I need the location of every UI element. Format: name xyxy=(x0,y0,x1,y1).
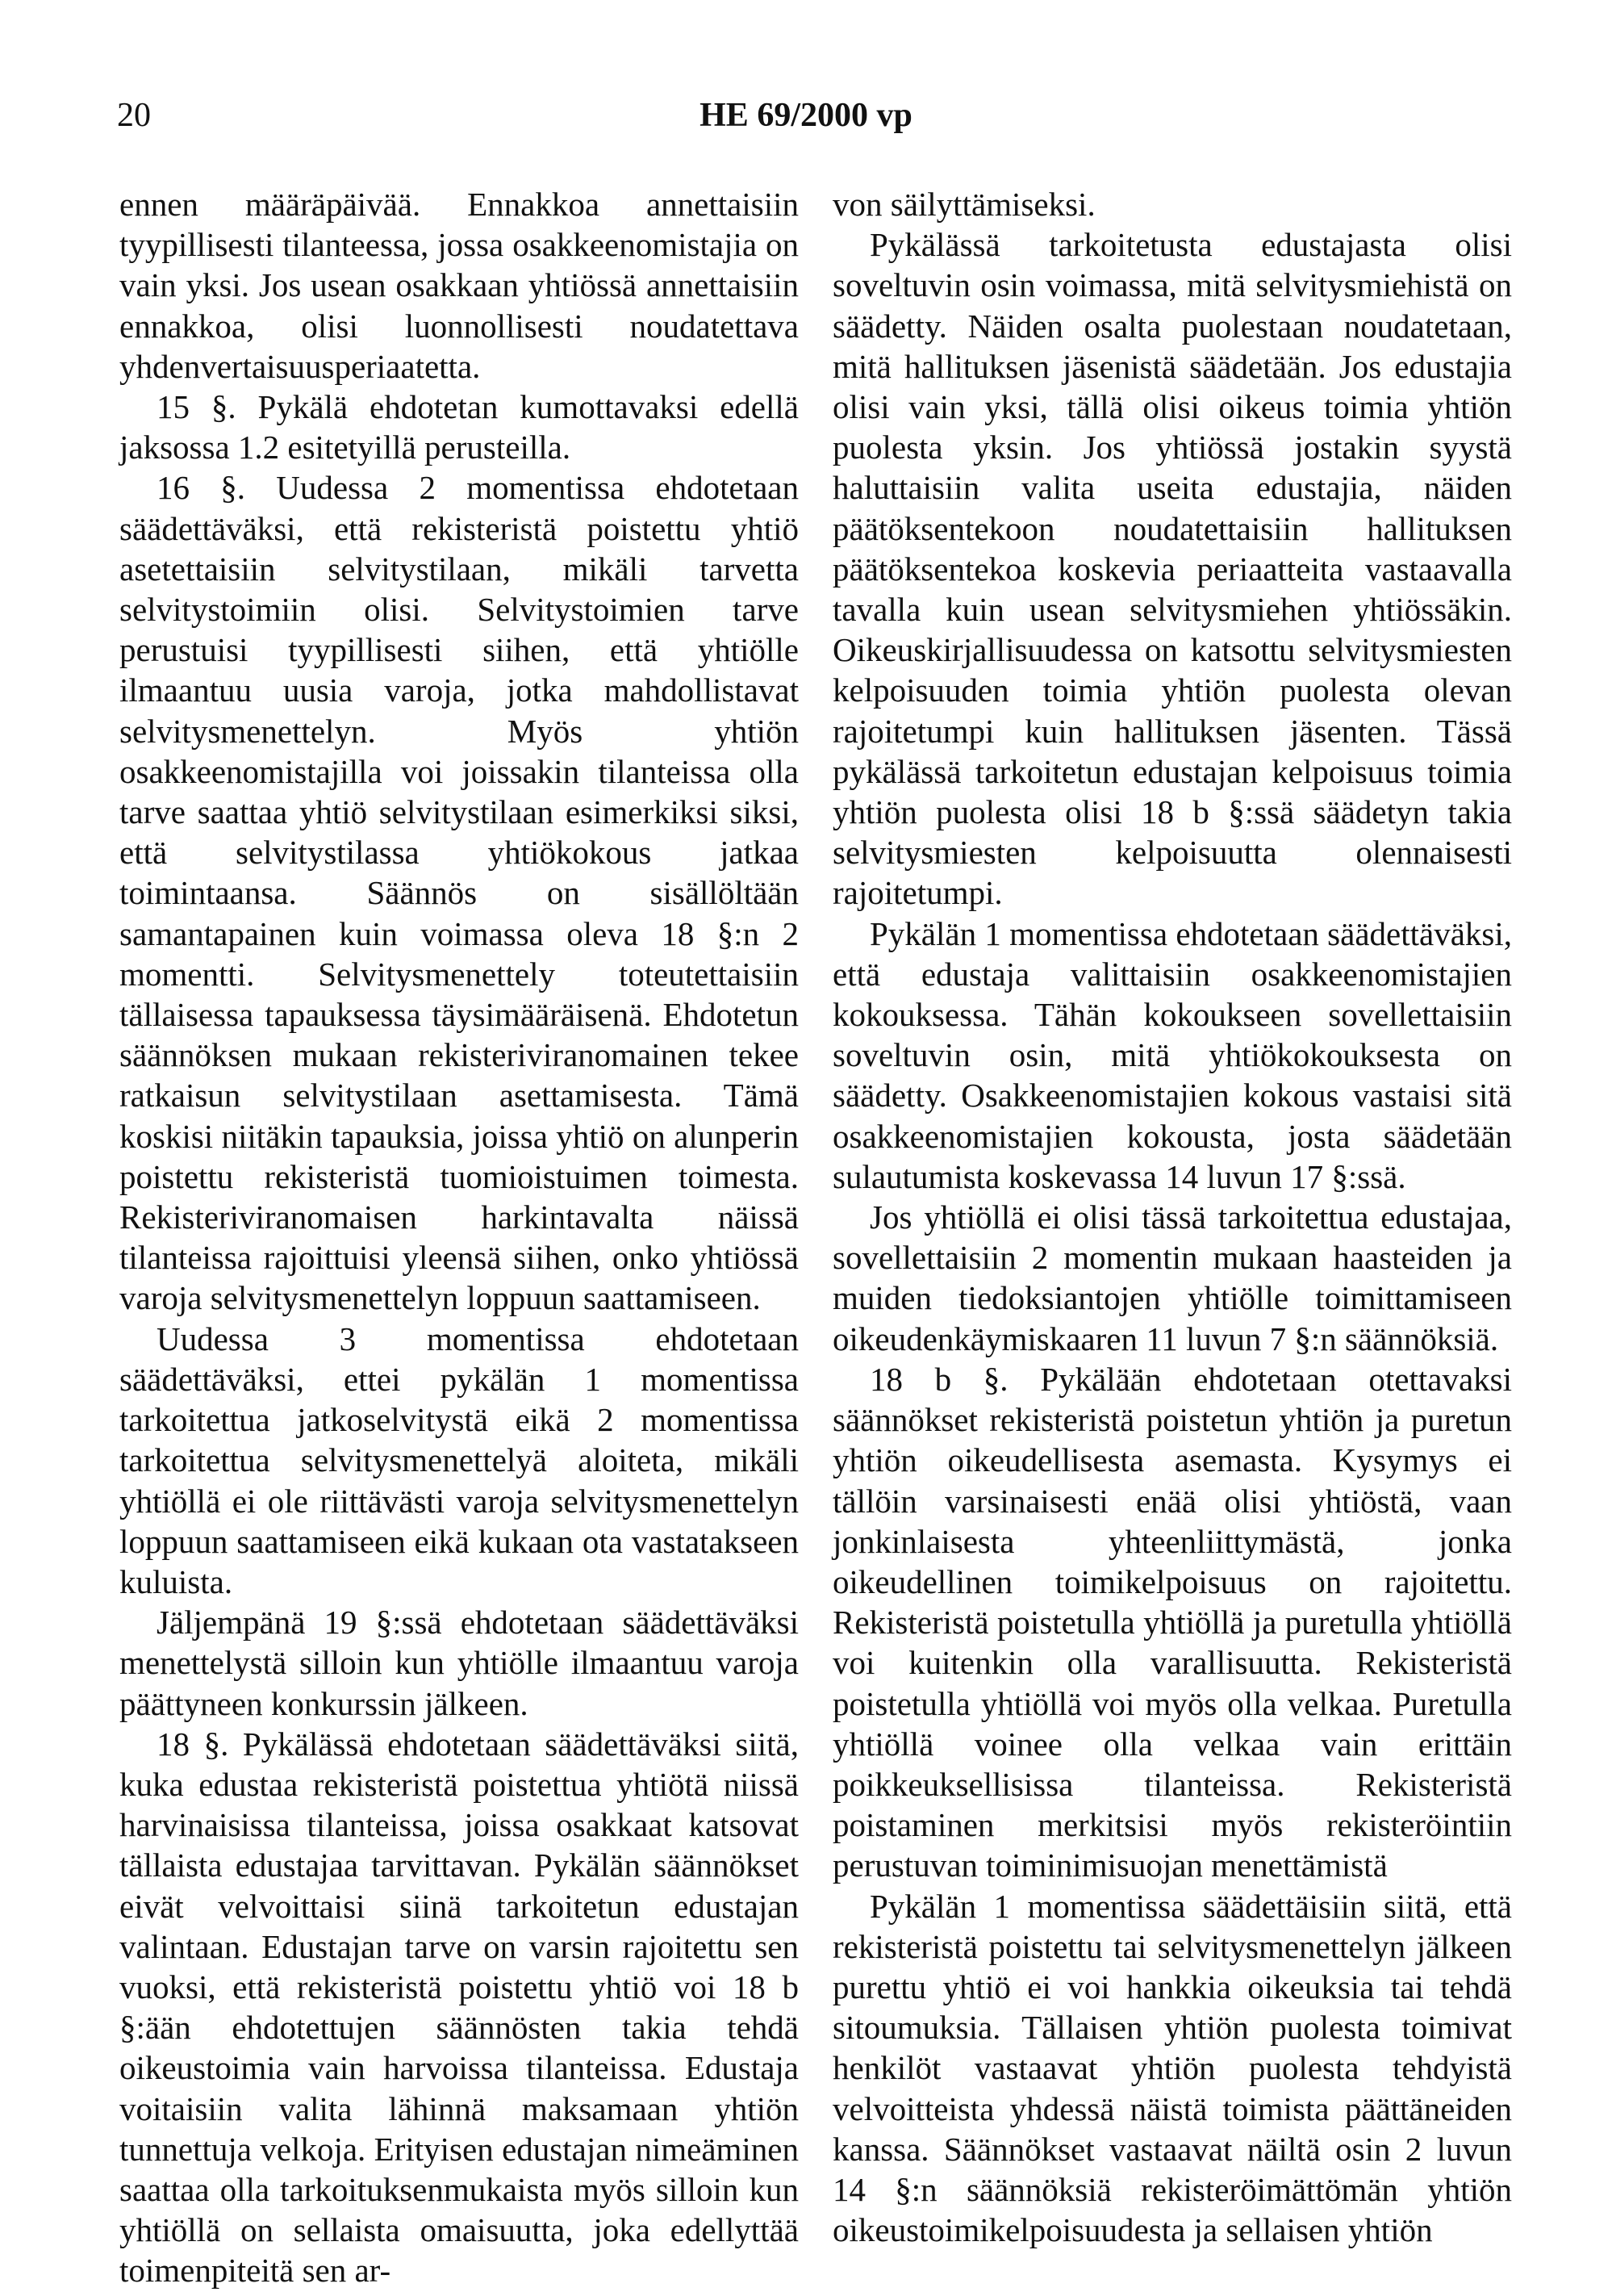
page-number: 20 xyxy=(117,97,151,134)
paragraph: von säilyttämiseksi. xyxy=(833,186,1096,223)
paragraph: 18 §. Pykälässä ehdotetaan säädettäväksi siitä, kuka edustaa rekisteristä poistettua yhtiötä niissä harvinaisissa tilanteissa, joissa osakkaat katsovat tällaista edustajaa tarvittavan. Pykälän säännökset eivät velvoittaisi siinä tarkoitetun edustajan valintaan. Edustajan tarve on varsin rajoitettu sen vuoksi, että rekisteristä poistettu yhtiö voi 18 b §:ään ehdotettujen säännösten takia tehdä oikeustoimia vain harvoissa tilanteissa. Edustaja voitaisiin valita lähinnä maksamaan yhtiön tunnettuja velkoja. Erityisen edustajan nimeäminen saattaa olla tarkoituksenmukaista myös silloin kun yhtiöllä on sellaista omaisuutta, joka edellyttää toimenpiteitä sen ar- xyxy=(119,1725,799,2290)
paragraph: Pykälässä tarkoitetusta edustajasta olisi soveltuvin osin voimassa, mitä selvitysmiehistä on säädetty. Näiden osalta puolestaan noudatetaan, mitä hallituksen jäsenistä säädetään. Jos edustajia olisi vain yksi, tällä olisi oikeus toimia yhtiön puolesta yksin. Jos yhtiössä jostakin syystä haluttaisiin valita useita edustajia, näiden päätöksentekoon noudatettaisiin hallituksen päätöksentekoa koskevia periaatteita vastaavalla tavalla kuin usean selvitysmiehen yhtiössäkin. Oikeuskirjallisuudessa on katsottu selvitysmiesten kelpoisuuden toimia yhtiön puolesta olevan rajoitetumpi kuin hallituksen jäsenten. Tässä pykälässä tarkoitetun edustajan kelpoisuus toimia yhtiön puolesta olisi 18 b §:ssä säädetyn takia selvitysmiesten kelpoisuutta olennaisesti rajoitetumpi. xyxy=(833,226,1512,912)
paragraph: Pykälän 1 momentissa säädettäisiin siitä, että rekisteristä poistettu tai selvitysmenettelyn jälkeen purettu yhtiö ei voi hankkia oikeuksia tai tehdä sitoumuksia. Tällaisen yhtiön puolesta toimivat henkilöt vastaavat yhtiön puolesta tehdyistä velvoitteista yhdessä näistä toimista päättäneiden kanssa. Säännökset vastaavat näiltä osin 2 luvun 14 §:n säännöksiä rekisteröimättömän yhtiön oikeustoimikelpoisuudesta ja sellaisen yhtiön xyxy=(833,1887,1512,2249)
paragraph: 16 §. Uudessa 2 momentissa ehdotetaan säädettäväksi, että rekisteristä poistettu yhtiö asetettaisiin selvitystilaan, mikäli tarvetta selvitystoimiin olisi. Selvitystoimien tarve perustuisi tyypillisesti siihen, että yhtiölle ilmaantuu uusia varoja, jotka mahdollistavat selvitysmenettelyn. Myös yhtiön osakkeenomistajilla voi joissakin tilanteissa olla tarve saattaa yhtiö selvitystilaan esimerkiksi siksi, että selvitystilassa yhtiökokous jatkaa toimintaansa. Säännös on sisällöltään samantapainen kuin voimassa oleva 18 §:n 2 momentti. Selvitysmenettely toteutettaisiin tällaisessa tapauksessa täysimääräisenä. Ehdotetun säännöksen mukaan rekisteriviranomainen tekee ratkaisun selvitystilaan asettamisesta. Tämä koskisi niitäkin tapauksia, joissa yhtiö on alunperin poistettu rekisteristä tuomioistuimen toimesta. Rekisteriviranomaisen harkintavalta näissä tilanteissa rajoittuisi yleensä siihen, onko yhtiössä varoja selvitysmenettelyn loppuun saattamiseen. xyxy=(119,469,799,1317)
paragraph: Jäljempänä 19 §:ssä ehdotetaan säädettäväksi menettelystä silloin kun yhtiölle ilmaantuu varoja päättyneen konkurssin jälkeen. xyxy=(119,1604,799,1722)
paragraph: Uudessa 3 momentissa ehdotetaan säädettäväksi, ettei pykälän 1 momentissa tarkoitettua jatkoselvitystä eikä 2 momentissa tarkoitettua selvitysmenettelyä aloiteta, mikäli yhtiöllä ei ole riittävästi varoja selvitysmenettelyn loppuun saattamiseen eikä kukaan ota vastatakseen kuluista. xyxy=(119,1319,799,1600)
paragraph: 15 §. Pykälä ehdotetan kumottavaksi edellä jaksossa 1.2 esitetyillä perusteilla. xyxy=(119,388,799,466)
paragraph: Pykälän 1 momentissa ehdotetaan säädettäväksi, että edustaja valittaisiin osakkeenomistajien kokouksessa. Tähän kokoukseen sovellettaisiin soveltuvin osin, mitä yhtiökokouksesta on säädetty. Osakkeenomistajien kokous vastaisi sitä osakkeenomistajien kokousta, josta säädetään sulautumista koskevassa 14 luvun 17 §:ssä. xyxy=(833,914,1512,1195)
paragraph: ennen määräpäivää. Ennakkoa annettaisiin tyypillisesti tilanteessa, jossa osakkeenomistajia on vain yksi. Jos usean osakkaan yhtiössä annettaisiin ennakkoa, olisi luonnollisesti noudatettava yhdenvertaisuusperiaatetta. xyxy=(119,186,799,385)
document-id: HE 69/2000 vp xyxy=(700,97,912,134)
paragraph: Jos yhtiöllä ei olisi tässä tarkoitettua edustajaa, sovellettaisiin 2 momentin mukaan haasteiden ja muiden tiedoksiantojen yhtiölle toimittamiseen oikeudenkäymiskaaren 11 luvun 7 §:n säännöksiä. xyxy=(833,1198,1512,1357)
right-column xyxy=(833,184,1512,2250)
paragraph: 18 b §. Pykälään ehdotetaan otettavaksi säännökset rekisteristä poistetun yhtiön ja puretun yhtiön oikeudellisesta asemasta. Kysymys ei tällöin varsinaisesti enää olisi yhtiöstä, vaan jonkinlaisesta yhteenliittymästä, jonka oikeudellinen toimikelpoisuus on rajoitettu. Rekisteristä poistetulla yhtiöllä ja puretulla yhtiöllä voi kuitenkin olla varallisuutta. Rekisteristä poistetulla yhtiöllä voi myös olla velkaa. Puretulla yhtiöllä voinee olla velkaa vain erittäin poikkeuksellisissa tilanteissa. Rekisteristä poistaminen merkitsisi myös rekisteröintiin perustuvan toiminimisuojan menettämistä xyxy=(833,1360,1512,1884)
left-column xyxy=(119,184,799,2291)
